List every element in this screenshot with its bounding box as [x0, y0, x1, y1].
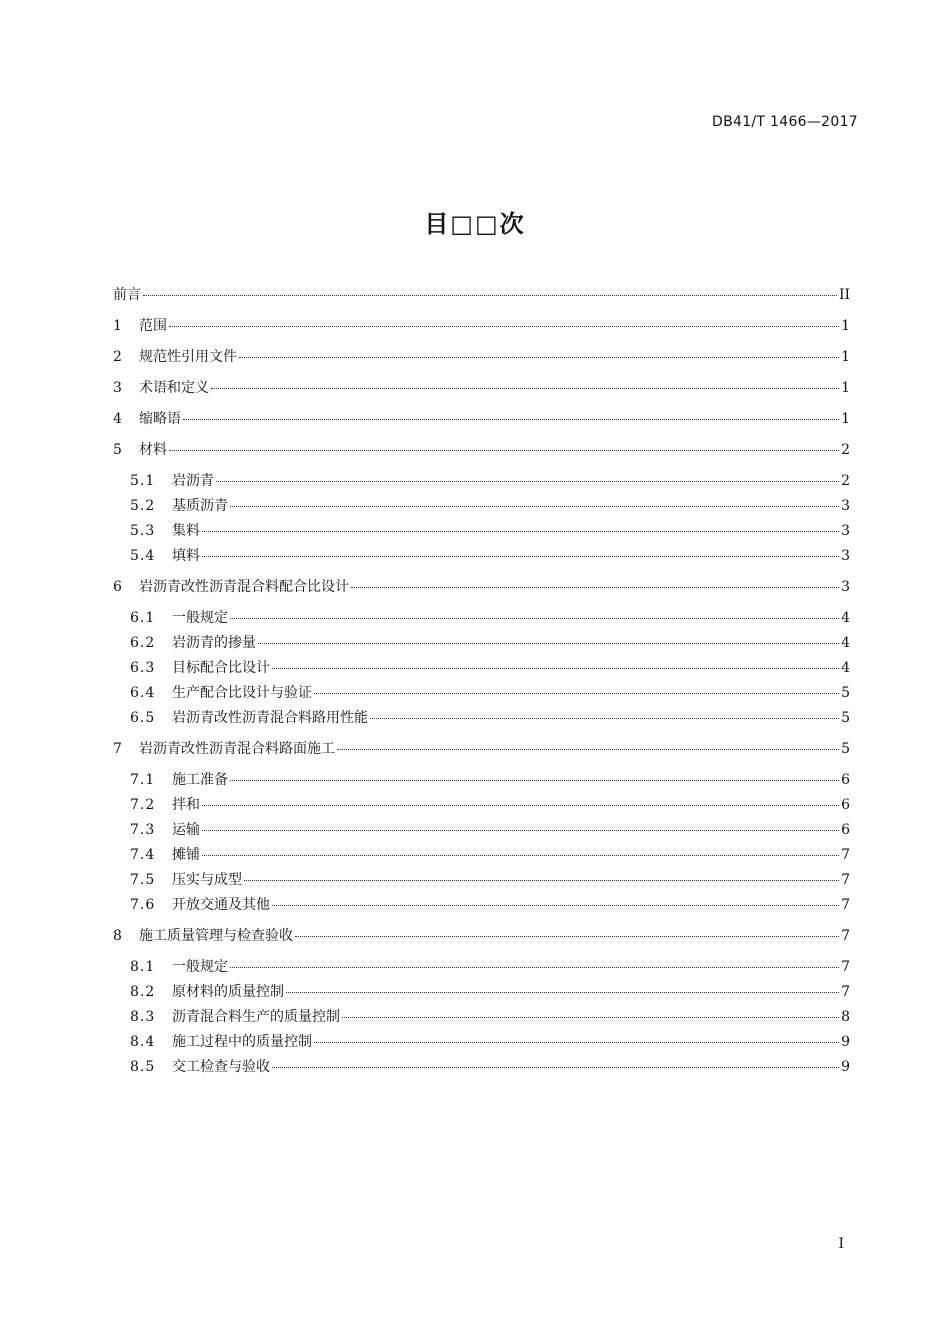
- dot-leader: [258, 643, 839, 644]
- toc-entry-title: 岩沥青改性沥青混合料路用性能: [172, 710, 368, 726]
- toc-entry-title: 生产配合比设计与验证: [172, 685, 312, 701]
- toc-entry-page: 4: [841, 635, 850, 651]
- toc-entry[interactable]: [113, 522, 850, 540]
- toc-entry-number: 8.3: [130, 1009, 156, 1025]
- dot-leader: [202, 805, 839, 806]
- toc-entry-number: 7.6: [130, 897, 156, 913]
- toc-entry-title: 运输: [172, 822, 200, 838]
- toc-entry-page: 7: [841, 928, 850, 944]
- toc-entry[interactable]: [113, 771, 850, 789]
- toc-entry[interactable]: [113, 896, 850, 914]
- toc-entry-page: 7: [841, 984, 850, 1000]
- toc-entry[interactable]: [113, 410, 850, 428]
- toc-entry-page: 8: [841, 1009, 850, 1025]
- toc-entry-page: 1: [841, 318, 850, 334]
- dot-leader: [169, 450, 839, 451]
- toc-entry[interactable]: [113, 684, 850, 702]
- toc-entry-number: 6.1: [130, 610, 156, 626]
- dot-leader: [295, 936, 839, 937]
- toc-entry-page: 7: [841, 897, 850, 913]
- toc-entry[interactable]: [113, 871, 850, 889]
- toc-entry[interactable]: [113, 547, 850, 565]
- dot-leader: [314, 1042, 839, 1043]
- toc-entry-title: 填料: [172, 548, 200, 564]
- toc-entry-title: 交工检查与验收: [172, 1059, 270, 1075]
- toc-entry-page: 7: [841, 847, 850, 863]
- toc-entry-number: 6.3: [130, 660, 156, 676]
- toc-entry-number: 6: [113, 579, 122, 595]
- toc-entry-page: 7: [841, 959, 850, 975]
- toc-entry[interactable]: [113, 740, 850, 758]
- toc-entry-title: 施工质量管理与检查验收: [139, 928, 293, 944]
- toc-entry-title: 岩沥青: [172, 473, 214, 489]
- toc-entry-title: 原材料的质量控制: [172, 984, 284, 1000]
- dot-leader: [202, 531, 839, 532]
- dot-leader: [314, 693, 839, 694]
- toc-entry-title: 压实与成型: [172, 872, 242, 888]
- toc-entry-title: 规范性引用文件: [139, 349, 237, 365]
- toc-entry[interactable]: [113, 634, 850, 652]
- dot-leader: [202, 556, 839, 557]
- toc-entry-title: 范围: [139, 318, 167, 334]
- dot-leader: [244, 880, 839, 881]
- toc-entry[interactable]: [113, 348, 850, 366]
- toc-entry[interactable]: [113, 846, 850, 864]
- document-code: DB41/T 1466—2017: [712, 114, 858, 130]
- toc-entry-number: 5.2: [130, 498, 156, 514]
- page-number: I: [838, 1236, 844, 1252]
- toc-entry-page: 3: [841, 548, 850, 564]
- toc-entry-number: 8.1: [130, 959, 156, 975]
- dot-leader: [351, 587, 839, 588]
- toc-entry-title: 前言: [113, 287, 141, 303]
- toc-entry-number: 2: [113, 349, 122, 365]
- dot-leader: [216, 481, 839, 482]
- dot-leader: [230, 506, 839, 507]
- toc-entry-title: 岩沥青改性沥青混合料配合比设计: [139, 579, 349, 595]
- toc-entry[interactable]: [113, 659, 850, 677]
- toc-entry-number: 6.2: [130, 635, 156, 651]
- toc-entry-page: 4: [841, 660, 850, 676]
- toc-entry-title: 拌和: [172, 797, 200, 813]
- toc-entry[interactable]: [113, 379, 850, 397]
- toc-entry[interactable]: [113, 796, 850, 814]
- toc-entry-number: 5.3: [130, 523, 156, 539]
- dot-leader: [370, 718, 839, 719]
- toc-entry[interactable]: [113, 958, 850, 976]
- toc-entry-title: 目标配合比设计: [172, 660, 270, 676]
- dot-leader: [211, 388, 839, 389]
- toc-entry[interactable]: [113, 983, 850, 1001]
- dot-leader: [143, 295, 837, 296]
- dot-leader: [230, 780, 839, 781]
- toc-entry-page: 1: [841, 411, 850, 427]
- toc-entry-title: 缩略语: [139, 411, 181, 427]
- toc-entry[interactable]: [113, 472, 850, 490]
- toc-entry-number: 3: [113, 380, 122, 396]
- toc-entry-page: 5: [841, 685, 850, 701]
- toc-entry[interactable]: [113, 286, 850, 304]
- toc-entry[interactable]: [113, 1033, 850, 1051]
- toc-entry-page: 5: [841, 710, 850, 726]
- dot-leader: [342, 1017, 839, 1018]
- toc-entry-page: 5: [841, 741, 850, 757]
- toc-entry-page: II: [838, 287, 850, 303]
- toc-entry-title: 施工准备: [172, 772, 228, 788]
- dot-leader: [169, 326, 839, 327]
- toc-entry[interactable]: [113, 578, 850, 596]
- toc-entry-number: 8.5: [130, 1059, 156, 1075]
- dot-leader: [230, 967, 839, 968]
- toc-entry-page: 6: [841, 772, 850, 788]
- toc-entry-number: 8.2: [130, 984, 156, 1000]
- toc-entry-page: 6: [841, 797, 850, 813]
- dot-leader: [272, 1067, 839, 1068]
- toc-entry-title: 术语和定义: [139, 380, 209, 396]
- toc-entry[interactable]: [113, 1008, 850, 1026]
- toc-entry-number: 5.4: [130, 548, 156, 564]
- toc-entry[interactable]: [113, 441, 850, 459]
- toc-entry-number: 8.4: [130, 1034, 156, 1050]
- toc-entry-title: 施工过程中的质量控制: [172, 1034, 312, 1050]
- toc-entry-number: 7.1: [130, 772, 156, 788]
- toc-entry-title: 沥青混合料生产的质量控制: [172, 1009, 340, 1025]
- toc-entry-number: 4: [113, 411, 122, 427]
- toc-entry-title: 基质沥青: [172, 498, 228, 514]
- toc-entry-page: 2: [841, 473, 850, 489]
- toc-entry-page: 1: [841, 349, 850, 365]
- toc-entry-page: 2: [841, 442, 850, 458]
- toc-entry-title: 集料: [172, 523, 200, 539]
- toc-entry[interactable]: [113, 821, 850, 839]
- toc-entry-number: 5: [113, 442, 122, 458]
- toc-entry[interactable]: [113, 609, 850, 627]
- toc-entry-page: 9: [841, 1059, 850, 1075]
- toc-entry-number: 1: [113, 318, 122, 334]
- toc-entry[interactable]: [113, 927, 850, 945]
- toc-entry-page: 3: [841, 579, 850, 595]
- dot-leader: [239, 357, 839, 358]
- toc-entry-number: 7.3: [130, 822, 156, 838]
- toc-title: 目□□次: [424, 210, 526, 238]
- toc-entry-page: 1: [841, 380, 850, 396]
- toc-entry[interactable]: [113, 1058, 850, 1076]
- toc-entry-page: 4: [841, 610, 850, 626]
- toc-entry-title: 一般规定: [172, 610, 228, 626]
- toc-entry-title: 材料: [139, 442, 167, 458]
- toc-entry-title: 一般规定: [172, 959, 228, 975]
- toc-entry-title: 岩沥青改性沥青混合料路面施工: [139, 741, 335, 757]
- toc-entry-number: 6.4: [130, 685, 156, 701]
- toc-entry-number: 7.5: [130, 872, 156, 888]
- toc-entry-page: 7: [841, 872, 850, 888]
- toc-entry-page: 3: [841, 523, 850, 539]
- toc-entry-page: 3: [841, 498, 850, 514]
- toc-entry-number: 7.2: [130, 797, 156, 813]
- toc-entry-number: 7.4: [130, 847, 156, 863]
- toc-entry[interactable]: [113, 709, 850, 727]
- toc-entry-page: 6: [841, 822, 850, 838]
- dot-leader: [272, 905, 839, 906]
- toc-entry-number: 5.1: [130, 473, 156, 489]
- dot-leader: [286, 992, 839, 993]
- toc-entry-number: 7: [113, 741, 122, 757]
- dot-leader: [272, 668, 839, 669]
- toc-entry-title: 岩沥青的掺量: [172, 635, 256, 651]
- toc-entry[interactable]: [113, 317, 850, 335]
- toc-entry-number: 8: [113, 928, 122, 944]
- dot-leader: [230, 618, 839, 619]
- dot-leader: [202, 855, 839, 856]
- toc-entry-number: 6.5: [130, 710, 156, 726]
- dot-leader: [202, 830, 839, 831]
- dot-leader: [183, 419, 839, 420]
- dot-leader: [337, 749, 839, 750]
- toc-entry-title: 开放交通及其他: [172, 897, 270, 913]
- toc-entry[interactable]: [113, 497, 850, 515]
- toc-entry-title: 摊铺: [172, 847, 200, 863]
- toc-entry-page: 9: [841, 1034, 850, 1050]
